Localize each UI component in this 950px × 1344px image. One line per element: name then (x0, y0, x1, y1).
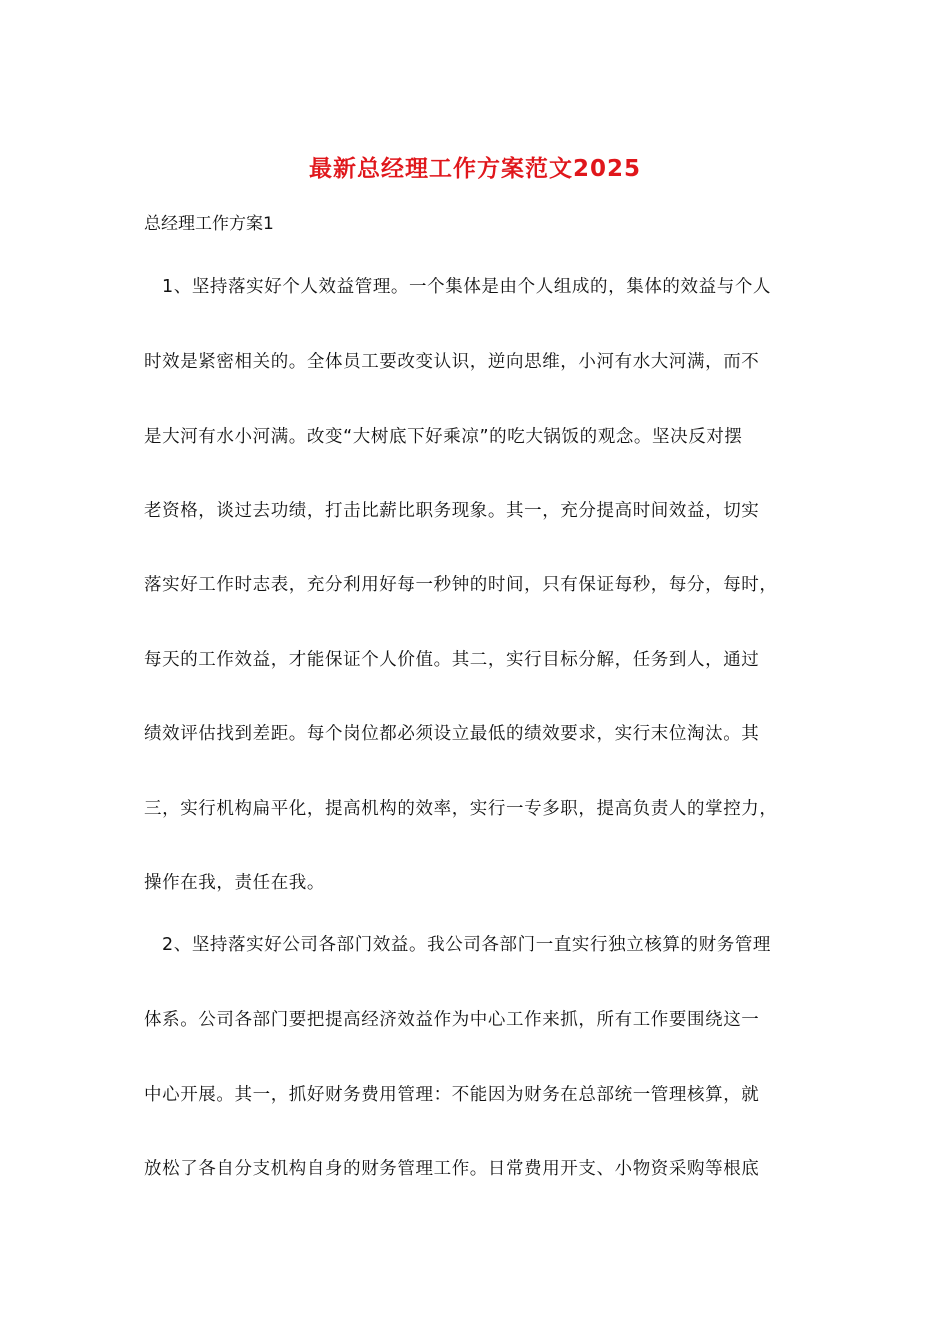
section-heading: 总经理工作方案1 (144, 214, 274, 234)
paragraph-line: 1、坚持落实好个人效益管理。一个集体是由个人组成的，集体的效益与个人 (162, 277, 772, 297)
paragraph-line: 每天的工作效益，才能保证个人价值。其二，实行目标分解，任务到人，通过 (144, 650, 760, 670)
paragraph-line: 老资格，谈过去功绩，打击比薪比职务现象。其一，充分提高时间效益，切实 (144, 501, 760, 521)
paragraph-line: 落实好工作时志表，充分利用好每一秒钟的时间，只有保证每秒，每分，每时， (144, 575, 778, 595)
paragraph-line: 中心开展。其一，抓好财务费用管理：不能因为财务在总部统一管理核算，就 (144, 1085, 760, 1105)
paragraph-line: 放松了各自分支机构自身的财务管理工作。日常费用开支、小物资采购等根底 (144, 1159, 760, 1179)
paragraph-line: 绩效评估找到差距。每个岗位都必须设立最低的绩效要求，实行末位淘汰。其 (144, 724, 760, 744)
paragraph-line: 操作在我，责任在我。 (144, 873, 325, 893)
paragraph-line: 三，实行机构扁平化，提高机构的效率，实行一专多职，提高负责人的掌控力， (144, 799, 778, 819)
paragraph-line: 是大河有水小河满。改变“大树底下好乘凉”的吃大锅饭的观念。坚决反对摆 (144, 427, 743, 447)
paragraph-line: 时效是紧密相关的。全体员工要改变认识，逆向思维，小河有水大河满，而不 (144, 352, 760, 372)
paragraph-line: 体系。公司各部门要把提高经济效益作为中心工作来抓，所有工作要围绕这一 (144, 1010, 760, 1030)
document-title: 最新总经理工作方案范文2025 (308, 156, 641, 182)
paragraph-line: 2、坚持落实好公司各部门效益。我公司各部门一直实行独立核算的财务管理 (162, 935, 772, 955)
